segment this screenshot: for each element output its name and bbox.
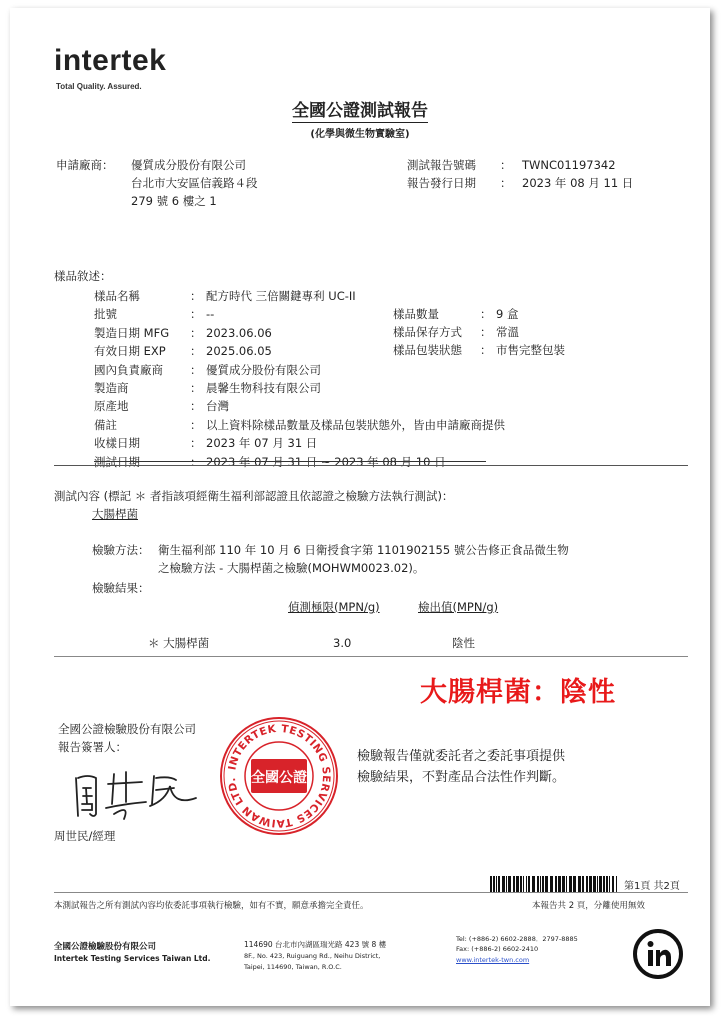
logo-tagline: Total Quality. Assured. [56,82,142,91]
handwritten-signature [66,764,201,824]
sample-row-colon: ： [190,436,202,450]
report-date-value: 2023 年 08 月 11 日 [522,176,634,190]
method-line-1: 衛生福利部 110 年 10 月 6 日衛授食字第 1101902155 號公告修正食品微生物 [158,543,569,557]
sample-row-colon: ： [190,381,202,395]
sample-storage-value: 常溫 [496,325,519,339]
sample-package-colon: ： [480,343,492,357]
col-detection-limit: 偵測極限(MPN/g) [288,600,380,614]
sample-storage-label: 樣品保存方式 [393,325,462,339]
footer-address-1: 114690 台北市內湖區瑞光路 423 號 8 樓 [244,940,387,949]
sample-row-colon: ： [190,289,202,303]
sample-row-value: 2023 年 07 月 31 日 ~ 2023 年 08 月 10 日 [206,455,446,469]
result-label: 檢驗結果： [92,581,150,595]
sample-table-underline [94,461,486,462]
divider-3 [54,892,688,893]
sample-row-label: 樣品名稱 [94,289,140,303]
footer-note-right: 本報告共 2 頁，分離使用無效 [532,901,645,911]
sample-row-label: 製造商 [94,381,129,395]
footer-address-2: 8F., No. 423, Ruiguang Rd., Neihu District, [244,952,381,960]
highlight-result: 大腸桿菌：陰性 [420,677,616,708]
sample-row-label: 有效日期 EXP [94,344,166,358]
signatory-name-title: 周世民/經理 [54,829,116,843]
sample-row-label: 測試日期 [94,455,140,469]
signatory-label: 報告簽署人： [58,740,127,754]
sample-row-value: 優質成分股份有限公司 [206,363,321,377]
report-subtitle: (化學與微生物實驗室) [310,129,410,140]
sample-row-label: 備註 [94,418,117,432]
sample-qty-label: 樣品數量 [393,307,439,321]
sample-qty-value: 9 盒 [496,307,519,321]
sample-row-colon: ： [190,326,202,340]
report-title: 全國公證測試報告 [292,101,428,121]
svg-text:INTERTEK TESTING SERVICES TAIW: INTERTEK TESTING SERVICES TAIWAN LTD. [225,722,333,830]
method-line-2: 之檢驗方法 - 大腸桿菌之檢驗(MOHWM0023.02)。 [158,561,425,575]
sample-row-colon: ： [190,344,202,358]
sample-row-colon: ： [190,363,202,377]
result-row-value: 陰性 [452,636,475,650]
sample-row-value: 晨馨生物科技有限公司 [206,381,321,395]
report-date-colon: ： [500,176,512,190]
sample-row-value: 2023.06.06 [206,326,272,340]
sample-row-colon: ： [190,307,202,321]
applicant-address-1: 台北市大安區信義路４段 [131,176,258,190]
intertek-circle-logo-icon [632,928,684,980]
sample-storage-colon: ： [480,325,492,339]
company-seal [218,715,340,837]
svg-text:全國公證: 全國公證 [251,770,307,786]
sample-row-label: 批號 [94,307,117,321]
footer-company-en: Intertek Testing Services Taiwan Ltd. [54,954,211,963]
applicant-name: 優質成分股份有限公司 [131,158,246,172]
sample-row-value: 以上資料除樣品數量及樣品包裝狀態外，皆由申請廠商提供 [206,418,505,432]
barcode [490,876,620,892]
sample-qty-colon: ： [480,307,492,321]
sample-package-label: 樣品包裝狀態 [393,343,462,357]
sample-row-value: 配方時代 三倍關鍵專利 UC-II [206,289,356,303]
report-no-label: 測試報告號碼 [407,158,476,172]
footer-website-link[interactable]: www.intertek-twn.com [456,956,530,964]
test-content: 測試內容 (標記 ＊ 者指該項經衛生福利部認證且依認證之檢驗方法執行測試)： [54,489,454,503]
intertek-logo: intertek [54,44,167,77]
sample-row-value: 台灣 [206,399,229,413]
footer-company-zh: 全國公證檢驗股份有限公司 [54,942,157,952]
page-info: 第1頁 共2頁 [624,881,680,892]
method-label: 檢驗方法： [92,543,150,557]
result-row-limit: 3.0 [333,636,352,650]
sample-row-label: 收樣日期 [94,436,140,450]
disclaimer-line-1: 檢驗報告僅就委託者之委託事項提供 [357,749,566,764]
sample-row-value: 2023 年 07 月 31 日 [206,436,318,450]
applicant-label: 申請廠商： [56,158,114,172]
disclaimer-line-2: 檢驗結果，不對產品合法性作判斷。 [357,770,566,785]
footer-tel: Tel: (+886-2) 6602-2888．2797-8885 [456,935,578,943]
footer-note-left: 本測試報告之所有測試內容均依委託事項執行檢驗，如有不實，願意承擔完全責任。 [54,901,369,911]
sample-row-label: 國內負責廠商 [94,363,163,377]
sample-row-colon: ： [190,399,202,413]
report-no-colon: ： [500,158,512,172]
applicant-address-2: 279 號 6 樓之 1 [131,194,217,208]
footer-fax: Fax: (+886-2) 6602-2410 [456,945,539,953]
sample-row-colon: ： [190,455,202,469]
sample-row-colon: ： [190,418,202,432]
sample-heading: 樣品敘述： [54,269,112,283]
col-detected-value: 檢出值(MPN/g) [418,600,499,614]
result-row-name: ＊ 大腸桿菌 [148,636,210,650]
divider-1 [54,465,688,466]
report-page [10,8,710,1006]
report-no-value: TWNC01197342 [522,158,616,172]
sample-row-label: 製造日期 MFG [94,326,170,340]
sample-row-value: 2025.06.05 [206,344,272,358]
report-date-label: 報告發行日期 [407,176,476,190]
sample-package-value: 市售完整包裝 [496,343,565,357]
test-item: 大腸桿菌 [92,507,138,521]
divider-2 [54,656,688,657]
sample-row-value: -- [206,307,215,321]
signatory-company: 全國公證檢驗股份有限公司 [58,722,196,736]
sample-row-label: 原產地 [94,399,129,413]
footer-address-3: Taipei, 114690, Taiwan, R.O.C. [244,963,342,971]
